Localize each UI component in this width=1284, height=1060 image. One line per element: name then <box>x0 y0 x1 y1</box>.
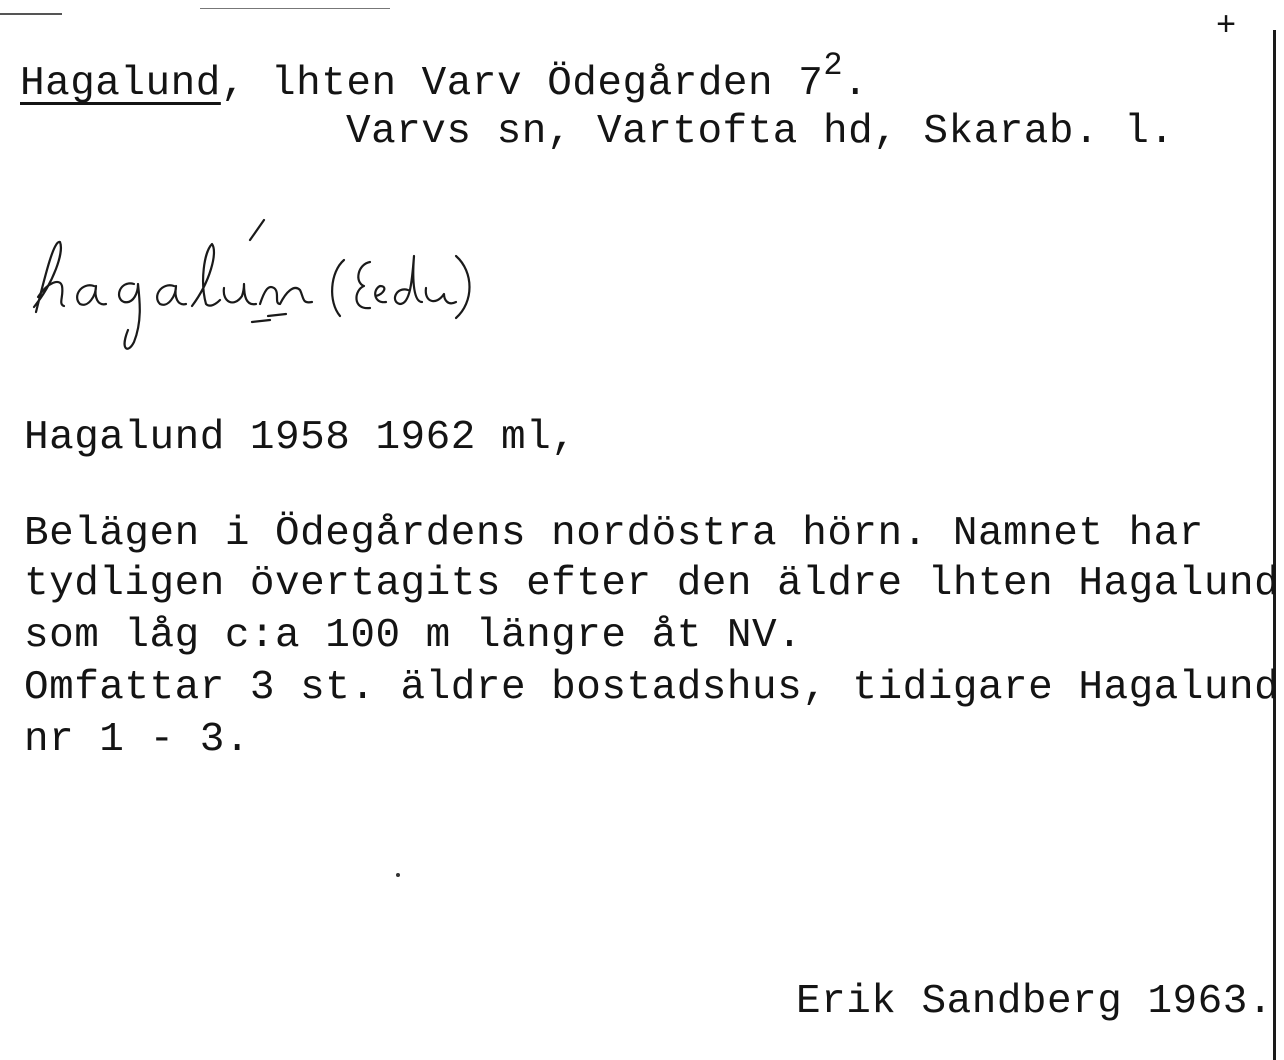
headword: Hagalund <box>20 61 221 107</box>
title-end: . <box>843 61 869 107</box>
scan-edge-top-left <box>0 13 62 15</box>
sources-line: Hagalund 1958 1962 ml, <box>24 415 577 461</box>
title-rest: , lhten Varv Ödegården 7 <box>220 61 824 107</box>
card-title-line <box>20 47 869 112</box>
scan-edge-top-middle <box>200 8 390 9</box>
location-line: Varvs sn, Vartofta hd, Skarab. l. <box>346 109 1175 155</box>
description-line-3: som låg c:a 100 m längre åt NV. <box>24 613 803 659</box>
description-line-2: tydligen övertagits efter den äldre lhten Hagalund <box>24 561 1280 607</box>
signature-line: Erik Sandberg 1963. <box>796 979 1273 1025</box>
stray-ink-dot <box>396 873 400 877</box>
description-line-4: Omfattar 3 st. äldre bostadshus, tidigare Hagalund <box>24 665 1280 711</box>
description-line-1: Belägen i Ödegårdens nordöstra hörn. Namnet har <box>24 511 1204 557</box>
handwritten-note <box>24 212 624 362</box>
corner-plus-mark: + <box>1216 5 1236 43</box>
description-line-5: nr 1 - 3. <box>24 717 250 763</box>
card-right-border <box>1273 30 1276 1060</box>
title-superscript: 2 <box>823 47 844 84</box>
